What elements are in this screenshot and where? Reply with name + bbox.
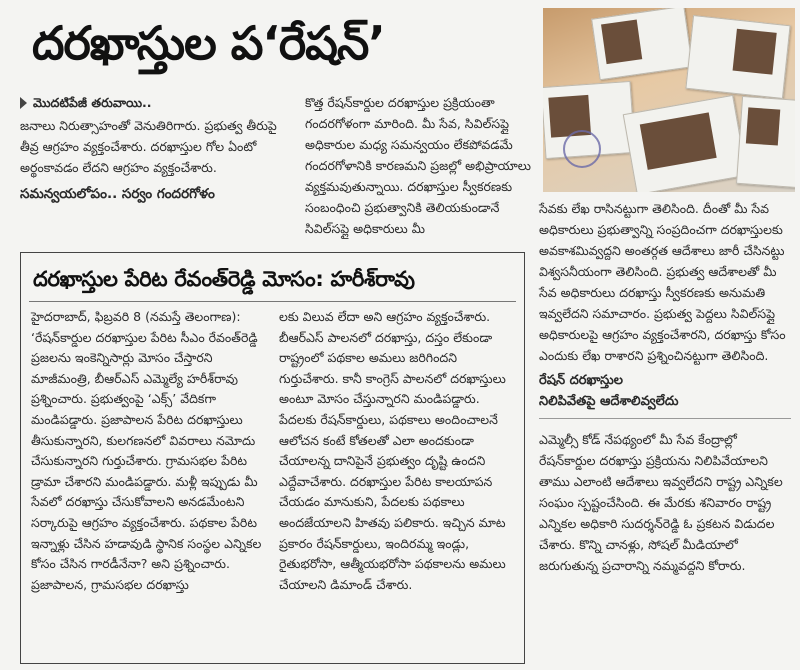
lead-paragraph: జనాలు నిరుత్సాహంతో వెనుతిరిగారు. ప్రభుత్వ తీరుపై తీవ్ర ఆగ్రహం వ్యక్తంచేశారు. దరఖాస్తుల గోల ఏంటో అర్థంకావడం లేదని ఆగ్రహం వ్యక్తంచేశారు.	[20, 118, 277, 175]
ration-card-photo	[543, 8, 795, 192]
boxed-column-1	[31, 307, 268, 595]
boxed-paragraph-1: హైదరాబాద్, ఫిబ్రవరి 8 (నమస్తే తెలంగాణ): ‘రేషన్‌కార్డుల దరఖాస్తుల పేరిట సీఎం రేవంత్‌రెడ్డి ప్రజలను ఇంకెన్నిసార్లు మోసం చేస్తారని మాజీమంత్రి, బీఆర్‌ఎస్ ఎమ్మెల్యే హరీశ్‌రావు ప్రశ్నించారు. ప్రభుత్వంపై ‘ఎక్స్’ వేదికగా మండిపడ్డారు. ప్రజాపాలన పేరిట దరఖాస్తులు తీసుకున్నారని, కులగణనలో వివరాలు నమోదు చేసుకున్నారని గుర్తుచేశారు. గ్రామసభల పేరిట డ్రామా చేశారని మండిపడ్డారు. మళ్లీ ఇప్పుడు మీ సేవలో దరఖాస్తు చేసుకోవాలని అనడమేంటని సర్కారుపై ఆగ్రహం వ్యక్తంచేశారు. పథకాల పేరిట ఇన్నాళ్లు చేసిన హడావుడి స్థానిక సంస్థల ఎన్నికల కోసం చేసిన గారడీనేనా? అని ప్రశ్నించారు. ప్రజాపాలన, గ్రామసభల దరఖాస్తు	[31, 309, 262, 592]
photo-card	[623, 95, 748, 192]
middle-column	[305, 92, 533, 239]
divider	[539, 418, 791, 419]
photo-card	[736, 96, 795, 188]
middle-paragraph: కొత్త రేషన్‌కార్డుల దరఖాస్తుల ప్రక్రియంతా గందరగోళంగా మారింది. మీ సేవ, సివిల్‌సప్లై అధికారుల మధ్య సమన్వయం లేకపోవడమే గందరగోళానికి కారణమని ప్రజల్లో అభిప్రాయాలు వ్యక్తమవుతున్నాయి. దరఖాస్తుల స్వీకరణకు సంబంధించి ప్రభుత్వానికి తెలియకుండానే సివిల్‌సప్లై అధికారులు మీ	[305, 95, 531, 236]
lead-column	[20, 92, 288, 205]
lead-subhead: సమన్వయలోపం.. సర్వం గందరగోళం	[20, 186, 215, 202]
right-paragraph-1: సేవకు లేఖ రాసినట్టుగా తెలిసింది. దీంతో మీ సేవ అధికారులు ప్రభుత్వాన్ని సంప్రదించగా దరఖాస్తులకు అవకాశమివ్వద్దని అంతర్గత ఆదేశాలు జారీ చేసినట్టు విశ్వసనీయంగా తెలిసింది. ప్రభుత్వ ఆదేశాలతో మీ సేవ అధికారులు దరఖాస్తు స్వీకరణకు అనుమతి ఇవ్వలేదని సమాచారం. ప్రభుత్వ పెద్దలు సివిల్‌సప్లై అధికారులపై ఆగ్రహం వ్యక్తంచేశారని, దరఖాస్తు కోసం ఎందుకు లేఖ రాశారని ప్రశ్నించినట్టుగా తెలిసింది.	[539, 201, 786, 363]
right-column	[539, 198, 791, 576]
stamp-mark	[563, 130, 601, 168]
photo-card	[685, 15, 790, 99]
kicker-text: మొదటిపేజీ తరువాయి..	[33, 95, 152, 110]
boxed-paragraph-2: లకు విలువ లేదా అని ఆగ్రహం వ్యక్తంచేశారు. బీఆర్‌ఎస్ పాలనలో దరఖాస్తు, దస్తం లేకుండా రాష్ట్రంలో పథకాల అమలు జరిగిందని గుర్తుచేశారు. కానీ కాంగ్రెస్ పాలనలో దరఖాస్తులు అంటూ మోసం చేస్తున్నారని మండిపడ్డారు. పేదలకు రేషన్‌కార్డులు, పథకాలు అందించాలనే ఆలోచన కంటే కోతలతో ఎలా అందకుండా చేయాలన్న దానిపైనే ప్రభుత్వం దృష్టి ఉందని ఎద్దేవాచేశారు. దరఖాస్తుల పేరిట కాలయాపన చేయడం మానుకుని, పేదలకు పథకాలు అందజేయాలని హితవు పలికారు. ఇచ్చిన మాట ప్రకారం రేషన్‌కార్డులు, ఇందిరమ్మ ఇండ్లు, రైతుభరోసా, ఆత్మీయభరోసా పథకాలను అమలు చేయాలని డిమాండ్ చేశారు.	[279, 309, 506, 592]
boxed-column-2	[279, 307, 515, 595]
right-paragraph-2: ఎమ్మెల్సీ కోడ్ నేపథ్యంలో మీ సేవ కేంద్రాల్లో రేషన్‌కార్డుల దరఖాస్తు ప్రక్రియను నిలిపివేయాలని తాము ఎలాంటి ఆదేశాలు ఇవ్వలేదని రాష్ట్ర ఎన్నికల సంఘం స్పష్టంచేసింది. ఈ మేరకు శనివారం రాష్ట్ర ఎన్నికల అధికారి సుదర్శన్‌రెడ్డి ఓ ప్రకటన విడుదల చేశారు. కొన్ని చానళ్లు, సోషల్ మీడియాలో జరుగుతున్న ప్రచారాన్ని నమ్మవద్దని కోరారు.	[539, 432, 783, 573]
arrow-right-icon	[20, 97, 27, 109]
right-subhead-1: రేషన్ దరఖాస్తుల	[539, 373, 623, 388]
boxed-story	[20, 252, 525, 664]
continuation-kicker	[20, 92, 288, 113]
main-headline: దరఖాస్తుల ప‘రేషన్’	[32, 16, 385, 70]
boxed-headline: దరఖాస్తుల పేరిట రేవంత్‌రెడ్డి మోసం: హరీశ్‌రావు	[33, 267, 415, 291]
divider	[29, 301, 516, 302]
right-subhead-2: నిలిపివేతపై ఆదేశాలివ్వలేదు	[539, 394, 679, 409]
photo-card	[591, 8, 693, 80]
